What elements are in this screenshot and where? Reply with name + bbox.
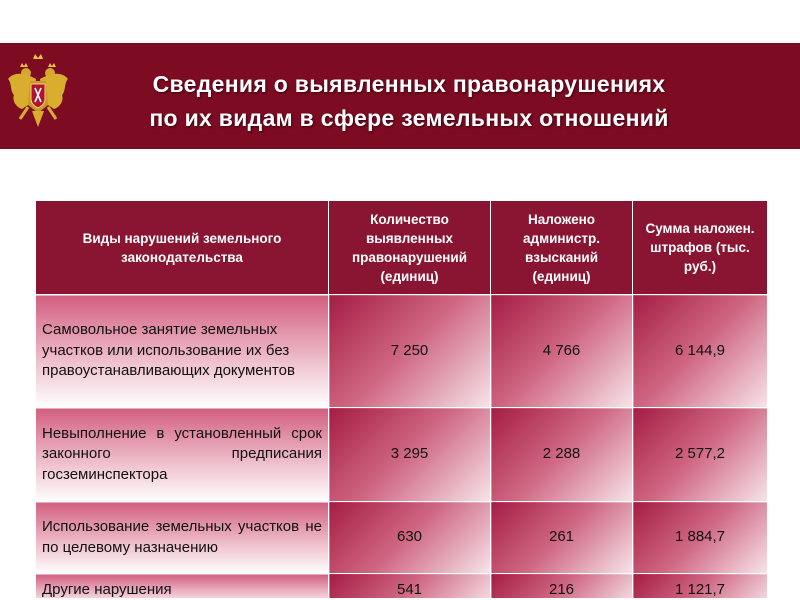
- column-header-penalties-count: Наложено администр. взысканий (единиц): [491, 201, 633, 295]
- violations-table-container: [35, 200, 767, 598]
- table-row: [36, 574, 768, 599]
- violations-count-cell: 3 295: [329, 408, 491, 502]
- slide-title-line-2: по их видам в сфере земельных отношений: [149, 105, 669, 131]
- column-header-violation-type: Виды нарушений земельного законодательства: [36, 201, 329, 295]
- violations-count-cell: 541: [329, 574, 491, 599]
- fines-sum-cell: 2 577,2: [633, 408, 768, 502]
- penalties-count-cell: 216: [491, 574, 633, 599]
- slide-title-line-1: Сведения о выявленных правонарушениях: [152, 71, 666, 97]
- slide-title: [24, 67, 794, 135]
- column-header-violations-count: Количество выявленных правонарушений (единиц): [329, 201, 491, 295]
- violation-type-cell: Самовольное занятие земельных участков или использование их без правоустанавливающих документов: [36, 295, 329, 408]
- penalties-count-cell: 2 288: [491, 408, 633, 502]
- title-banner: [0, 43, 800, 149]
- fines-sum-cell: 6 144,9: [633, 295, 768, 408]
- table-header-row: [36, 201, 768, 295]
- table-row: [36, 295, 768, 408]
- fines-sum-cell: 1 884,7: [633, 502, 768, 574]
- violations-count-cell: 630: [329, 502, 491, 574]
- table-row: [36, 408, 768, 502]
- fines-sum-cell: 1 121,7: [633, 574, 768, 599]
- violation-type-cell: Другие нарушения: [36, 574, 329, 599]
- violation-type-cell: Невыполнение в установленный срок законного предписания госземинспектора: [36, 408, 329, 502]
- violations-count-cell: 7 250: [329, 295, 491, 408]
- violations-table: [35, 200, 767, 598]
- penalties-count-cell: 261: [491, 502, 633, 574]
- column-header-fines-sum: Сумма наложен. штрафов (тыс. руб.): [633, 201, 768, 295]
- table-row: [36, 502, 768, 574]
- violation-type-cell: Использование земельных участков не по целевому назначению: [36, 502, 329, 574]
- penalties-count-cell: 4 766: [491, 295, 633, 408]
